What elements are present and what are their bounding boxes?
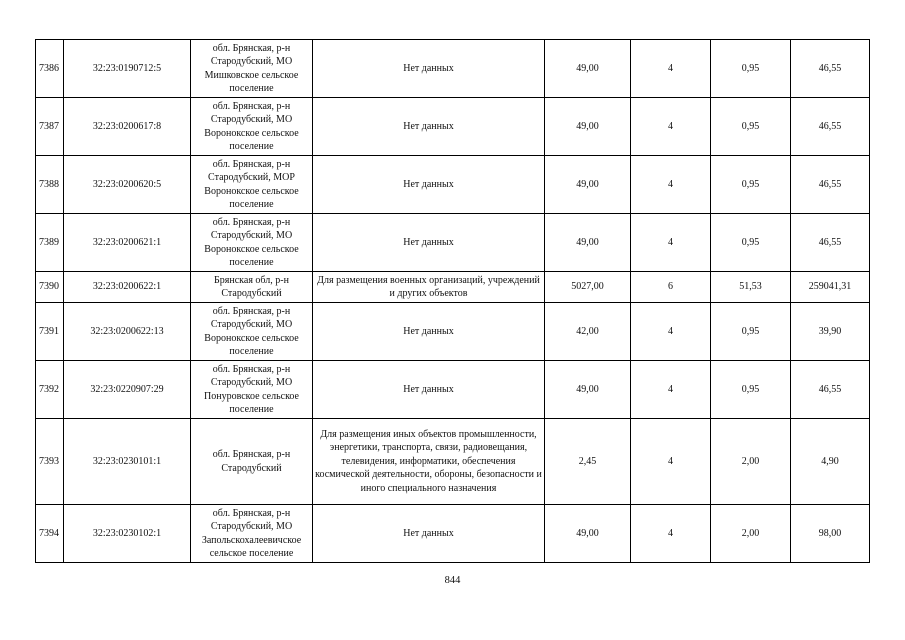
cell-row-number: 7387 [36,98,64,156]
table-row [36,303,870,361]
cell-row-number: 7389 [36,214,64,272]
cell-address: обл. Брянская, р-н Стародубский, МО Воронокское сельское поселение [191,214,313,272]
cell-permitted-use: Для размещения иных объектов промышленности, энергетики, транспорта, связи, радиовещания, телевидения, информатики, обеспечения космической деятельности, обороны, безопасности и иного специального назначения [313,419,545,505]
cell-area: 49,00 [545,40,631,98]
cell-address: обл. Брянская, р-н Стародубский, МО Воронокское сельское поселение [191,303,313,361]
cell-address: обл. Брянская, р-н Стародубский, МО Воронокское сельское поселение [191,98,313,156]
cell-cadastral-number: 32:23:0230101:1 [64,419,191,505]
cell-area: 42,00 [545,303,631,361]
cell-specific-value: 0,95 [711,214,791,272]
cell-address: обл. Брянская, р-н Стародубский, МО Понуровское сельское поселение [191,361,313,419]
cell-row-number: 7393 [36,419,64,505]
cell-specific-value: 0,95 [711,40,791,98]
cell-group: 4 [631,214,711,272]
cell-cadastral-value: 46,55 [791,361,870,419]
cell-area: 5027,00 [545,272,631,303]
cell-cadastral-value: 98,00 [791,505,870,563]
cell-group: 4 [631,505,711,563]
cell-cadastral-value: 46,55 [791,98,870,156]
cell-row-number: 7392 [36,361,64,419]
cell-row-number: 7390 [36,272,64,303]
cell-cadastral-number: 32:23:0200620:5 [64,156,191,214]
cell-group: 6 [631,272,711,303]
cell-specific-value: 0,95 [711,156,791,214]
cell-address: обл. Брянская, р-н Стародубский, МОР Воронокское сельское поселение [191,156,313,214]
cell-row-number: 7388 [36,156,64,214]
cell-group: 4 [631,419,711,505]
cell-cadastral-value: 39,90 [791,303,870,361]
cell-address: обл. Брянская, р-н Стародубский [191,419,313,505]
cell-cadastral-number: 32:23:0230102:1 [64,505,191,563]
cell-cadastral-value: 46,55 [791,40,870,98]
cell-group: 4 [631,98,711,156]
table-row [36,214,870,272]
cell-permitted-use: Нет данных [313,505,545,563]
table-row [36,156,870,214]
cell-cadastral-value: 4,90 [791,419,870,505]
cell-row-number: 7394 [36,505,64,563]
cell-permitted-use: Для размещения военных организаций, учреждений и других объектов [313,272,545,303]
cell-permitted-use: Нет данных [313,214,545,272]
table-row [36,40,870,98]
table-row [36,361,870,419]
cadastral-value-table [35,39,870,563]
cell-permitted-use: Нет данных [313,98,545,156]
cell-area: 49,00 [545,361,631,419]
cell-cadastral-number: 32:23:0200617:8 [64,98,191,156]
cell-cadastral-number: 32:23:0200622:13 [64,303,191,361]
cell-specific-value: 2,00 [711,505,791,563]
page-number: 844 [444,575,461,586]
cell-permitted-use: Нет данных [313,361,545,419]
cell-specific-value: 0,95 [711,361,791,419]
cell-address: обл. Брянская, р-н Стародубский, МО Запольскохалеевичское сельское поселение [191,505,313,563]
cell-area: 49,00 [545,214,631,272]
cell-cadastral-value: 46,55 [791,214,870,272]
cell-cadastral-value: 259041,31 [791,272,870,303]
cell-permitted-use: Нет данных [313,156,545,214]
cell-group: 4 [631,40,711,98]
table-row [36,272,870,303]
cell-row-number: 7386 [36,40,64,98]
cell-group: 4 [631,156,711,214]
cell-row-number: 7391 [36,303,64,361]
cell-group: 4 [631,361,711,419]
cell-specific-value: 51,53 [711,272,791,303]
cell-area: 49,00 [545,156,631,214]
cell-cadastral-number: 32:23:0200622:1 [64,272,191,303]
table-row [36,98,870,156]
cell-area: 2,45 [545,419,631,505]
cell-cadastral-number: 32:23:0200621:1 [64,214,191,272]
table-row [36,419,870,505]
cell-specific-value: 0,95 [711,98,791,156]
cell-area: 49,00 [545,98,631,156]
cell-permitted-use: Нет данных [313,40,545,98]
cell-address: обл. Брянская, р-н Стародубский, МО Мишковское сельское поселение [191,40,313,98]
cell-specific-value: 0,95 [711,303,791,361]
table-row [36,505,870,563]
cell-area: 49,00 [545,505,631,563]
cell-permitted-use: Нет данных [313,303,545,361]
cell-group: 4 [631,303,711,361]
cell-cadastral-number: 32:23:0220907:29 [64,361,191,419]
cell-address: Брянская обл, р-н Стародубский [191,272,313,303]
cell-specific-value: 2,00 [711,419,791,505]
cell-cadastral-value: 46,55 [791,156,870,214]
cell-cadastral-number: 32:23:0190712:5 [64,40,191,98]
